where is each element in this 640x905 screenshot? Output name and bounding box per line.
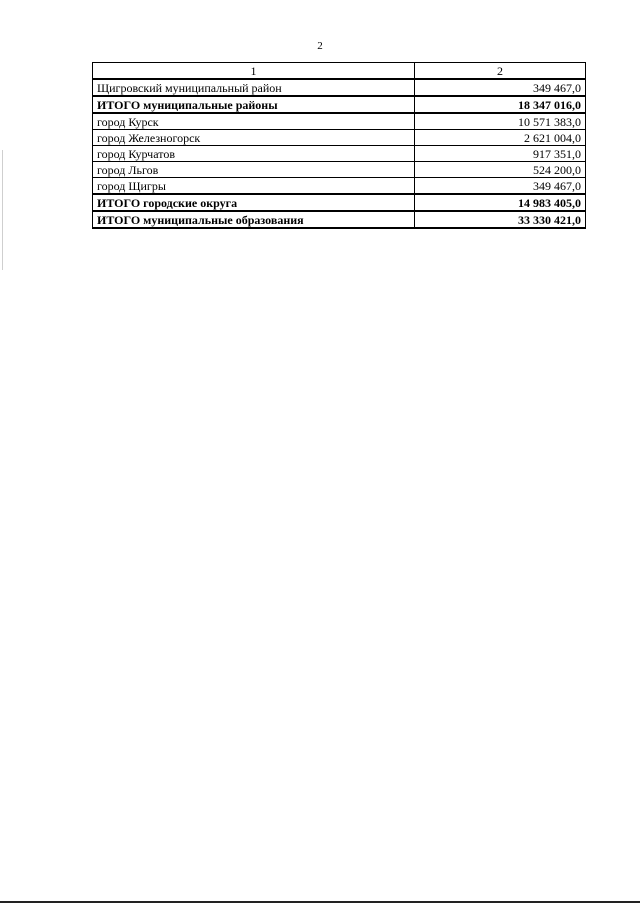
- table-row: [93, 146, 586, 162]
- page-number: 2: [317, 40, 323, 52]
- row-value: 14 983 405,0: [415, 194, 586, 211]
- scan-edge-mark: [2, 150, 3, 270]
- budget-table: [92, 62, 586, 229]
- row-name: город Курчатов: [93, 146, 415, 162]
- row-value: 18 347 016,0: [415, 96, 586, 113]
- table-row: [93, 113, 586, 130]
- table-row-grand-total: [93, 211, 586, 228]
- column-header-2: 2: [415, 63, 586, 80]
- row-value: 349 467,0: [415, 79, 586, 96]
- table-row: [93, 79, 586, 96]
- table-header-row: [93, 63, 586, 80]
- row-name: ИТОГО муниципальные образования: [93, 211, 415, 228]
- table-row-total: [93, 96, 586, 113]
- row-value: 917 351,0: [415, 146, 586, 162]
- column-header-1: 1: [93, 63, 415, 80]
- row-name: город Щигры: [93, 178, 415, 195]
- row-value: 33 330 421,0: [415, 211, 586, 228]
- scan-bottom-edge: [0, 901, 640, 903]
- table-row: [93, 162, 586, 178]
- table-row-total: [93, 194, 586, 211]
- row-name: город Железногорск: [93, 130, 415, 146]
- row-value: 10 571 383,0: [415, 113, 586, 130]
- row-value: 349 467,0: [415, 178, 586, 195]
- row-name: ИТОГО городские округа: [93, 194, 415, 211]
- table-row: [93, 130, 586, 146]
- row-name: ИТОГО муниципальные районы: [93, 96, 415, 113]
- row-name: город Курск: [93, 113, 415, 130]
- row-name: город Льгов: [93, 162, 415, 178]
- table-row: [93, 178, 586, 195]
- row-value: 2 621 004,0: [415, 130, 586, 146]
- row-name: Щигровский муниципальный район: [93, 79, 415, 96]
- row-value: 524 200,0: [415, 162, 586, 178]
